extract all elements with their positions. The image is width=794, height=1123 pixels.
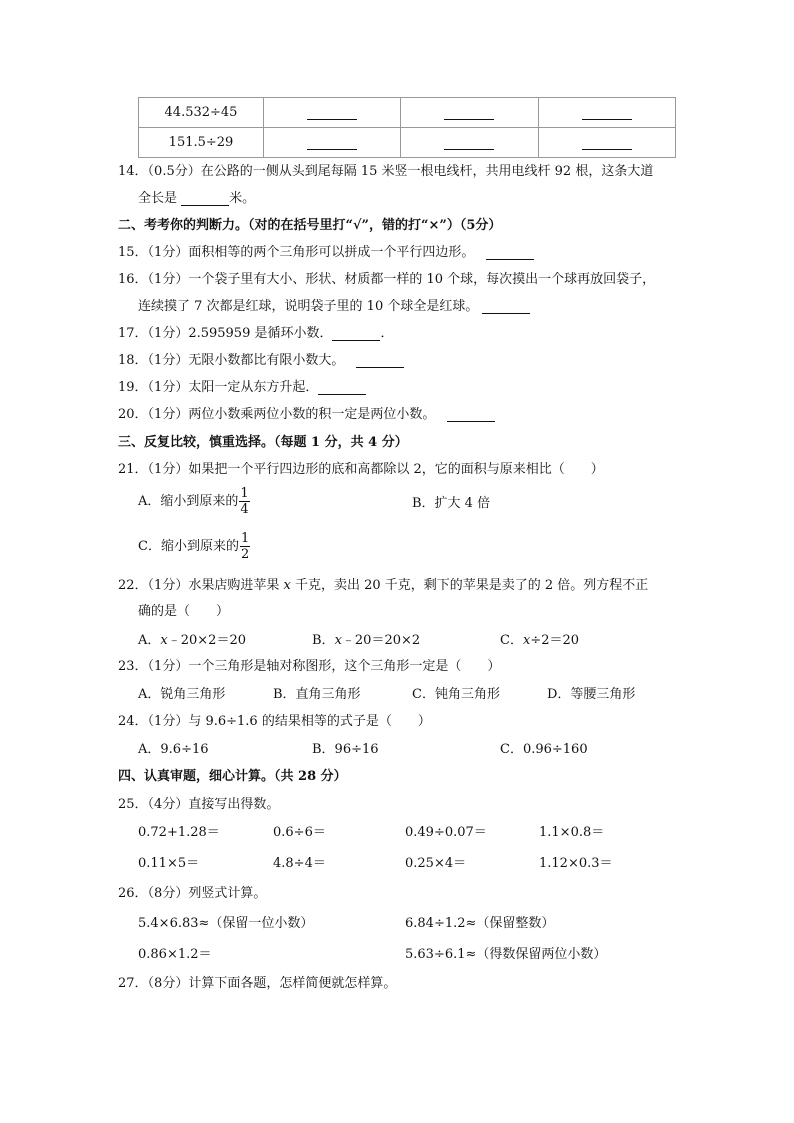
question-24-option-c[interactable]: C．0.96÷160 bbox=[500, 742, 588, 757]
question-16-line2 bbox=[138, 295, 530, 314]
table-row bbox=[139, 98, 676, 128]
question-19-text: 19．（1分）太阳一定从东方升起． bbox=[118, 380, 319, 395]
question-22-option-c[interactable] bbox=[500, 629, 579, 648]
option-text: ÷2＝20 bbox=[530, 633, 580, 648]
calc-item: 5.63÷6.1≈（得数保留两位小数） bbox=[405, 947, 607, 962]
table-cell-expression: 151.5÷29 bbox=[139, 128, 264, 158]
variable-x: x bbox=[334, 633, 342, 648]
calc-item: 1.12×0.3＝ bbox=[539, 856, 613, 871]
variable-x: x bbox=[283, 578, 291, 593]
question-20 bbox=[118, 403, 495, 422]
question-22-text: 千克，卖出 20 千克，剩下的苹果是卖了的 2 倍。列方程不正 bbox=[294, 578, 649, 593]
calc-item: 0.86×1.2＝ bbox=[138, 947, 212, 962]
question-19 bbox=[118, 376, 366, 395]
question-21-stem: 21．（1分）如果把一个平行四边形的底和高都除以 2，它的面积与原来相比（ ） bbox=[118, 462, 604, 477]
question-27-stem: 27．（8分）计算下面各题，怎样简便就怎样算。 bbox=[118, 976, 397, 991]
option-text: ﹣20×2＝20 bbox=[167, 633, 246, 648]
question-22-option-a[interactable] bbox=[138, 629, 246, 648]
question-16-text: 连续摸了 7 次都是红球，说明袋子里的 10 个球全是红球。 bbox=[138, 299, 479, 314]
fraction bbox=[240, 531, 250, 562]
answer-blank[interactable] bbox=[444, 135, 494, 150]
answer-blank[interactable] bbox=[444, 105, 494, 120]
question-22-text: 22．（1分）水果店购进苹果 bbox=[118, 578, 280, 593]
answer-blank[interactable] bbox=[447, 407, 495, 422]
question-21-option-a[interactable] bbox=[138, 486, 250, 517]
option-label: A．缩小到原来的 bbox=[138, 494, 239, 509]
table-cell-blank bbox=[264, 128, 401, 158]
answer-blank[interactable] bbox=[181, 191, 229, 206]
option-label: C．缩小到原来的 bbox=[138, 539, 239, 554]
answer-blank[interactable] bbox=[307, 105, 357, 120]
option-text: ﹣20＝20×2 bbox=[341, 633, 421, 648]
variable-x: x bbox=[522, 633, 531, 648]
table-cell-expression: 44.532÷45 bbox=[139, 98, 264, 128]
answer-blank[interactable] bbox=[356, 353, 404, 368]
question-24-option-a[interactable]: A．9.6÷16 bbox=[138, 742, 209, 757]
calc-item: 5.4×6.83≈（保留一位小数） bbox=[138, 916, 314, 931]
fraction bbox=[239, 486, 249, 517]
variable-x: x bbox=[160, 633, 168, 648]
table-cell-blank bbox=[401, 98, 538, 128]
question-14-label: 全长是 bbox=[138, 191, 178, 206]
answer-blank[interactable] bbox=[486, 245, 534, 260]
question-15 bbox=[118, 241, 534, 260]
option-label: C． bbox=[500, 633, 523, 648]
answer-blank[interactable] bbox=[318, 380, 366, 395]
question-17-end: ． bbox=[380, 326, 394, 341]
answer-blank[interactable] bbox=[307, 135, 357, 150]
question-14-line1: 14．（0.5分）在公路的一侧从头到尾每隔 15 米竖一根电线杆，共用电线杆 92 根，这条大道 bbox=[118, 164, 654, 179]
calc-item: 6.84÷1.2≈（保留整数） bbox=[405, 916, 555, 931]
calc-item: 4.8÷4＝ bbox=[273, 856, 326, 871]
calc-item: 0.25×4＝ bbox=[405, 856, 467, 871]
question-23-option-a[interactable]: A．锐角三角形 bbox=[138, 687, 226, 702]
question-22-option-b[interactable] bbox=[312, 629, 420, 648]
question-25-stem: 25．（4分）直接写出得数。 bbox=[118, 797, 280, 812]
fraction-denominator: 2 bbox=[240, 547, 250, 562]
answer-blank[interactable] bbox=[582, 135, 632, 150]
answer-table bbox=[138, 97, 676, 158]
fraction-denominator: 4 bbox=[240, 502, 249, 517]
question-23-option-c[interactable]: C．钝角三角形 bbox=[412, 687, 500, 702]
question-23-option-b[interactable]: B．直角三角形 bbox=[273, 687, 361, 702]
question-23-option-d[interactable]: D．等腰三角形 bbox=[547, 687, 636, 702]
question-24-option-b[interactable]: B．96÷16 bbox=[312, 742, 379, 757]
calc-item: 0.49÷0.07＝ bbox=[405, 825, 487, 840]
calc-item: 0.11×5＝ bbox=[138, 856, 200, 871]
question-24-stem: 24．（1分）与 9.6÷1.6 的结果相等的式子是（ ） bbox=[118, 714, 431, 729]
calc-item: 0.6÷6＝ bbox=[273, 825, 326, 840]
option-label: B． bbox=[312, 633, 335, 648]
question-17 bbox=[118, 322, 394, 341]
section-3-heading: 三、反复比较，慎重选择。（每题 1 分，共 4 分） bbox=[118, 435, 408, 450]
table-cell-blank bbox=[264, 98, 401, 128]
question-18-text: 18．（1分）无限小数都比有限小数大。 bbox=[118, 353, 345, 368]
question-22-line1 bbox=[118, 574, 648, 593]
question-21-option-b[interactable]: B．扩大 4 倍 bbox=[412, 496, 491, 511]
question-17-text: 17．（1分）2.595959 是循环小数． bbox=[118, 326, 333, 341]
question-14-line2 bbox=[138, 187, 255, 206]
question-18 bbox=[118, 349, 404, 368]
calc-item: 0.72+1.28＝ bbox=[138, 825, 220, 840]
section-4-heading: 四、认真审题，细心计算。（共 28 分） bbox=[118, 769, 347, 784]
table-cell-blank bbox=[538, 128, 675, 158]
question-20-text: 20．（1分）两位小数乘两位小数的积一定是两位小数。 bbox=[118, 407, 436, 422]
calc-item: 1.1×0.8＝ bbox=[539, 825, 605, 840]
option-label: A． bbox=[138, 633, 161, 648]
table-row bbox=[139, 128, 676, 158]
answer-blank[interactable] bbox=[332, 326, 380, 341]
question-15-text: 15．（1分）面积相等的两个三角形可以拼成一个平行四边形。 bbox=[118, 245, 475, 260]
question-14-unit: 米。 bbox=[229, 191, 256, 206]
answer-blank[interactable] bbox=[582, 105, 632, 120]
fraction-numerator: 1 bbox=[240, 486, 249, 501]
fraction-numerator: 1 bbox=[240, 531, 250, 546]
section-2-heading: 二、考考你的判断力。（对的在括号里打“√”，错的打“×”）（5分） bbox=[118, 218, 502, 233]
table-cell-blank bbox=[538, 98, 675, 128]
question-22-line2: 确的是（ ） bbox=[138, 604, 230, 619]
answer-blank[interactable] bbox=[482, 299, 530, 314]
question-16-line1: 16．（1分）一个袋子里有大小、形状、材质都一样的 10 个球，每次摸出一个球再放回袋子， bbox=[118, 272, 656, 287]
question-23-stem: 23．（1分）一个三角形是轴对称图形，这个三角形一定是（ ） bbox=[118, 659, 501, 674]
question-26-stem: 26．（8分）列竖式计算。 bbox=[118, 886, 267, 901]
question-21-option-c[interactable] bbox=[138, 531, 250, 562]
table-cell-blank bbox=[401, 128, 538, 158]
